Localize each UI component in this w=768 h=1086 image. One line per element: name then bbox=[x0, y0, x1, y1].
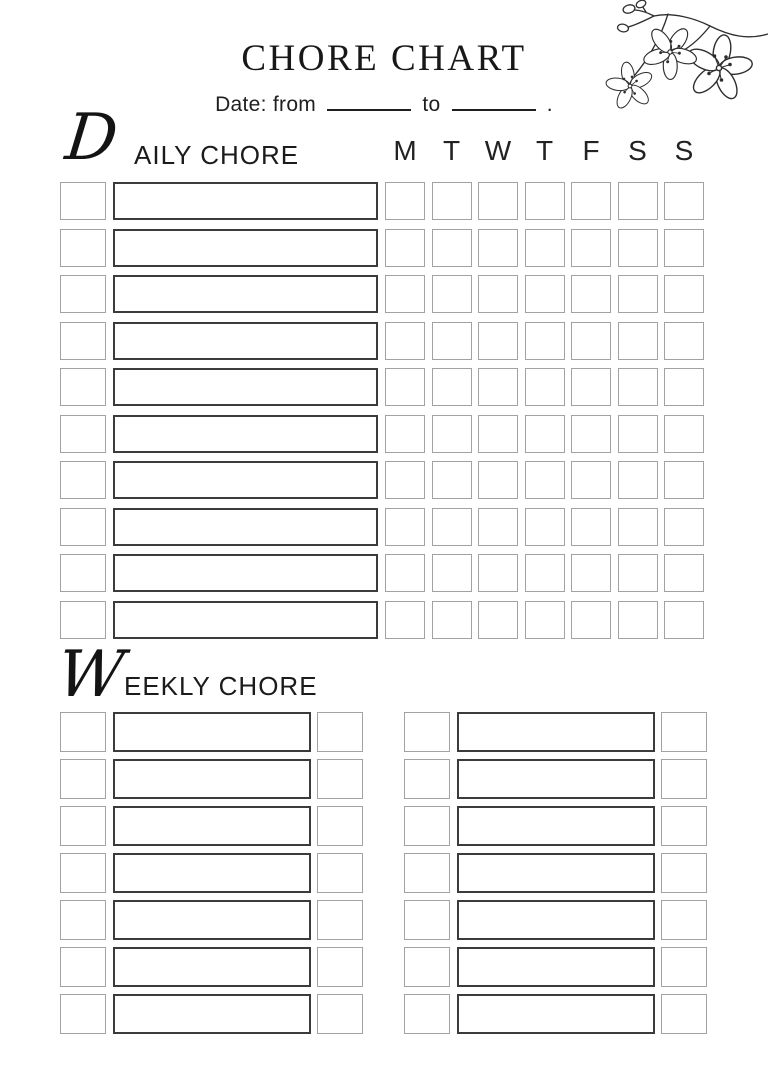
day-checkbox-t-2[interactable] bbox=[432, 554, 472, 592]
weekly-chore-name-field[interactable] bbox=[113, 900, 311, 940]
weekly-chore-name-field[interactable] bbox=[113, 806, 311, 846]
daily-chore-name-field[interactable] bbox=[113, 182, 378, 220]
weekly-chore-name-field[interactable] bbox=[113, 994, 311, 1034]
day-header-m-1: M bbox=[393, 135, 417, 166]
weekly-row bbox=[60, 900, 363, 940]
weekly-row bbox=[60, 947, 363, 987]
day-checkbox-s-6[interactable] bbox=[618, 415, 658, 453]
weekly-row bbox=[404, 759, 707, 799]
weekly-done-checkbox[interactable] bbox=[661, 853, 707, 893]
day-checkbox-f-5[interactable] bbox=[571, 508, 611, 546]
day-checkbox-w-3[interactable] bbox=[478, 229, 518, 267]
daily-complete-checkbox[interactable] bbox=[60, 275, 106, 313]
day-checkbox-s-6[interactable] bbox=[618, 508, 658, 546]
day-header-row bbox=[385, 135, 704, 167]
day-checkbox-m-1[interactable] bbox=[385, 554, 425, 592]
day-checkbox-t-4[interactable] bbox=[525, 368, 565, 406]
weekly-chore-name-field[interactable] bbox=[113, 759, 311, 799]
day-checkbox-f-5[interactable] bbox=[571, 461, 611, 499]
weekly-row bbox=[404, 900, 707, 940]
daily-row bbox=[60, 508, 704, 546]
date-from-label: Date: from bbox=[215, 93, 317, 117]
weekly-start-checkbox[interactable] bbox=[404, 759, 450, 799]
daily-chore-name-field[interactable] bbox=[113, 461, 378, 499]
day-checkbox-s-6[interactable] bbox=[618, 368, 658, 406]
day-checkbox-f-5[interactable] bbox=[571, 554, 611, 592]
daily-complete-checkbox[interactable] bbox=[60, 554, 106, 592]
daily-chore-name-field[interactable] bbox=[113, 508, 378, 546]
weekly-chore-name-field[interactable] bbox=[113, 712, 311, 752]
day-header-t-4: T bbox=[535, 135, 554, 166]
daily-complete-checkbox[interactable] bbox=[60, 508, 106, 546]
day-checkbox-s-6[interactable] bbox=[618, 275, 658, 313]
weekly-start-checkbox[interactable] bbox=[60, 712, 106, 752]
weekly-chore-grid-left bbox=[60, 712, 363, 1041]
weekly-row bbox=[404, 806, 707, 846]
weekly-done-checkbox[interactable] bbox=[317, 759, 363, 799]
day-checkbox-w-3[interactable] bbox=[478, 275, 518, 313]
weekly-start-checkbox[interactable] bbox=[404, 806, 450, 846]
day-checkbox-m-1[interactable] bbox=[385, 368, 425, 406]
daily-row bbox=[60, 229, 704, 267]
weekly-start-checkbox[interactable] bbox=[60, 947, 106, 987]
day-checkbox-w-3[interactable] bbox=[478, 322, 518, 360]
day-checkbox-w-3[interactable] bbox=[478, 368, 518, 406]
daily-row bbox=[60, 368, 704, 406]
weekly-row bbox=[60, 994, 363, 1034]
day-checkbox-t-2[interactable] bbox=[432, 322, 472, 360]
weekly-chore-name-field[interactable] bbox=[457, 853, 655, 893]
weekly-start-checkbox[interactable] bbox=[404, 994, 450, 1034]
weekly-row bbox=[404, 994, 707, 1034]
daily-row bbox=[60, 554, 704, 592]
weekly-row bbox=[404, 947, 707, 987]
day-checkbox-t-2[interactable] bbox=[432, 415, 472, 453]
day-checkbox-f-5[interactable] bbox=[571, 229, 611, 267]
weekly-start-checkbox[interactable] bbox=[60, 994, 106, 1034]
daily-heading-initial: D bbox=[62, 101, 122, 175]
daily-complete-checkbox[interactable] bbox=[60, 601, 106, 639]
day-checkbox-m-1[interactable] bbox=[385, 322, 425, 360]
day-checkbox-t-2[interactable] bbox=[432, 508, 472, 546]
day-checkbox-s-7[interactable] bbox=[664, 415, 704, 453]
day-checkbox-m-1[interactable] bbox=[385, 275, 425, 313]
day-checkbox-f-5[interactable] bbox=[571, 182, 611, 220]
daily-row bbox=[60, 275, 704, 313]
day-checkbox-t-4[interactable] bbox=[525, 508, 565, 546]
day-header-t-2: T bbox=[442, 135, 461, 166]
day-checkbox-t-2[interactable] bbox=[432, 182, 472, 220]
weekly-done-checkbox[interactable] bbox=[661, 806, 707, 846]
daily-complete-checkbox[interactable] bbox=[60, 182, 106, 220]
day-checkbox-m-1[interactable] bbox=[385, 601, 425, 639]
daily-chore-name-field[interactable] bbox=[113, 601, 378, 639]
day-checkbox-w-3[interactable] bbox=[478, 182, 518, 220]
weekly-row bbox=[60, 806, 363, 846]
day-checkbox-m-1[interactable] bbox=[385, 415, 425, 453]
weekly-row bbox=[60, 853, 363, 893]
day-checkbox-s-7[interactable] bbox=[664, 368, 704, 406]
daily-row bbox=[60, 415, 704, 453]
daily-chore-name-field[interactable] bbox=[113, 554, 378, 592]
day-checkbox-t-2[interactable] bbox=[432, 275, 472, 313]
daily-chore-name-field[interactable] bbox=[113, 415, 378, 453]
day-checkbox-m-1[interactable] bbox=[385, 508, 425, 546]
day-checkbox-s-6[interactable] bbox=[618, 554, 658, 592]
page-title: CHORE CHART bbox=[241, 38, 527, 79]
day-checkbox-s-7[interactable] bbox=[664, 554, 704, 592]
weekly-start-checkbox[interactable] bbox=[60, 806, 106, 846]
date-from-blank[interactable] bbox=[327, 87, 411, 111]
weekly-chore-name-field[interactable] bbox=[457, 806, 655, 846]
date-to-label: to bbox=[422, 93, 441, 117]
weekly-done-checkbox[interactable] bbox=[661, 900, 707, 940]
weekly-done-checkbox[interactable] bbox=[317, 712, 363, 752]
weekly-chore-name-field[interactable] bbox=[113, 947, 311, 987]
day-checkbox-s-7[interactable] bbox=[664, 322, 704, 360]
day-checkbox-w-3[interactable] bbox=[478, 601, 518, 639]
weekly-done-checkbox[interactable] bbox=[661, 947, 707, 987]
weekly-chore-name-field[interactable] bbox=[457, 759, 655, 799]
weekly-row bbox=[60, 759, 363, 799]
day-checkbox-t-4[interactable] bbox=[525, 415, 565, 453]
day-checkbox-w-3[interactable] bbox=[478, 508, 518, 546]
daily-chore-name-field[interactable] bbox=[113, 229, 378, 267]
weekly-chore-grid-right bbox=[404, 712, 707, 1041]
daily-chore-grid bbox=[60, 182, 704, 647]
day-checkbox-t-2[interactable] bbox=[432, 368, 472, 406]
daily-complete-checkbox[interactable] bbox=[60, 229, 106, 267]
day-checkbox-t-2[interactable] bbox=[432, 601, 472, 639]
day-checkbox-s-6[interactable] bbox=[618, 229, 658, 267]
day-checkbox-s-7[interactable] bbox=[664, 461, 704, 499]
weekly-chore-name-field[interactable] bbox=[457, 947, 655, 987]
daily-row bbox=[60, 182, 704, 220]
weekly-chore-name-field[interactable] bbox=[457, 900, 655, 940]
day-checkbox-s-7[interactable] bbox=[664, 601, 704, 639]
daily-complete-checkbox[interactable] bbox=[60, 368, 106, 406]
weekly-done-checkbox[interactable] bbox=[317, 900, 363, 940]
day-checkbox-f-5[interactable] bbox=[571, 601, 611, 639]
weekly-start-checkbox[interactable] bbox=[60, 759, 106, 799]
day-checkbox-t-4[interactable] bbox=[525, 275, 565, 313]
daily-chore-name-field[interactable] bbox=[113, 322, 378, 360]
day-checkbox-f-5[interactable] bbox=[571, 368, 611, 406]
weekly-row bbox=[404, 853, 707, 893]
weekly-start-checkbox[interactable] bbox=[404, 900, 450, 940]
day-header-f-5: F bbox=[582, 135, 600, 166]
day-checkbox-s-6[interactable] bbox=[618, 461, 658, 499]
date-period: . bbox=[546, 93, 553, 117]
day-checkbox-s-7[interactable] bbox=[664, 508, 704, 546]
daily-row bbox=[60, 601, 704, 639]
day-checkbox-t-2[interactable] bbox=[432, 229, 472, 267]
daily-row bbox=[60, 461, 704, 499]
weekly-done-checkbox[interactable] bbox=[661, 994, 707, 1034]
weekly-start-checkbox[interactable] bbox=[404, 853, 450, 893]
weekly-heading-label: EEKLY CHORE bbox=[124, 671, 318, 701]
weekly-start-checkbox[interactable] bbox=[60, 900, 106, 940]
day-checkbox-f-5[interactable] bbox=[571, 415, 611, 453]
day-checkbox-t-4[interactable] bbox=[525, 601, 565, 639]
daily-heading-label: AILY CHORE bbox=[134, 140, 300, 170]
weekly-start-checkbox[interactable] bbox=[404, 712, 450, 752]
day-checkbox-t-4[interactable] bbox=[525, 229, 565, 267]
day-checkbox-w-3[interactable] bbox=[478, 461, 518, 499]
weekly-start-checkbox[interactable] bbox=[60, 853, 106, 893]
day-checkbox-m-1[interactable] bbox=[385, 461, 425, 499]
daily-chore-name-field[interactable] bbox=[113, 368, 378, 406]
date-to-blank[interactable] bbox=[452, 87, 536, 111]
day-checkbox-t-4[interactable] bbox=[525, 554, 565, 592]
day-checkbox-s-6[interactable] bbox=[618, 601, 658, 639]
weekly-done-checkbox[interactable] bbox=[317, 994, 363, 1034]
day-checkbox-t-4[interactable] bbox=[525, 322, 565, 360]
day-checkbox-t-2[interactable] bbox=[432, 461, 472, 499]
weekly-heading-initial: W bbox=[54, 638, 128, 712]
daily-chore-name-field[interactable] bbox=[113, 275, 378, 313]
day-header-s-6: S bbox=[628, 135, 647, 166]
day-checkbox-w-3[interactable] bbox=[478, 554, 518, 592]
day-checkbox-s-6[interactable] bbox=[618, 182, 658, 220]
day-header-s-7: S bbox=[674, 135, 694, 166]
day-checkbox-m-1[interactable] bbox=[385, 229, 425, 267]
weekly-start-checkbox[interactable] bbox=[404, 947, 450, 987]
weekly-chore-name-field[interactable] bbox=[457, 712, 655, 752]
day-checkbox-f-5[interactable] bbox=[571, 275, 611, 313]
day-checkbox-s-6[interactable] bbox=[618, 322, 658, 360]
daily-complete-checkbox[interactable] bbox=[60, 322, 106, 360]
day-checkbox-t-4[interactable] bbox=[525, 182, 565, 220]
day-checkbox-t-4[interactable] bbox=[525, 461, 565, 499]
day-header-w-3: W bbox=[484, 135, 512, 166]
day-checkbox-m-1[interactable] bbox=[385, 182, 425, 220]
daily-complete-checkbox[interactable] bbox=[60, 415, 106, 453]
weekly-done-checkbox[interactable] bbox=[317, 947, 363, 987]
weekly-done-checkbox[interactable] bbox=[317, 806, 363, 846]
weekly-done-checkbox[interactable] bbox=[661, 759, 707, 799]
weekly-chore-name-field[interactable] bbox=[113, 853, 311, 893]
weekly-chore-name-field[interactable] bbox=[457, 994, 655, 1034]
weekly-row bbox=[60, 712, 363, 752]
day-checkbox-w-3[interactable] bbox=[478, 415, 518, 453]
weekly-done-checkbox[interactable] bbox=[661, 712, 707, 752]
weekly-row bbox=[404, 712, 707, 752]
day-checkbox-s-7[interactable] bbox=[664, 275, 704, 313]
day-checkbox-s-7[interactable] bbox=[664, 229, 704, 267]
day-checkbox-f-5[interactable] bbox=[571, 322, 611, 360]
day-checkbox-s-7[interactable] bbox=[664, 182, 704, 220]
daily-row bbox=[60, 322, 704, 360]
weekly-done-checkbox[interactable] bbox=[317, 853, 363, 893]
daily-complete-checkbox[interactable] bbox=[60, 461, 106, 499]
